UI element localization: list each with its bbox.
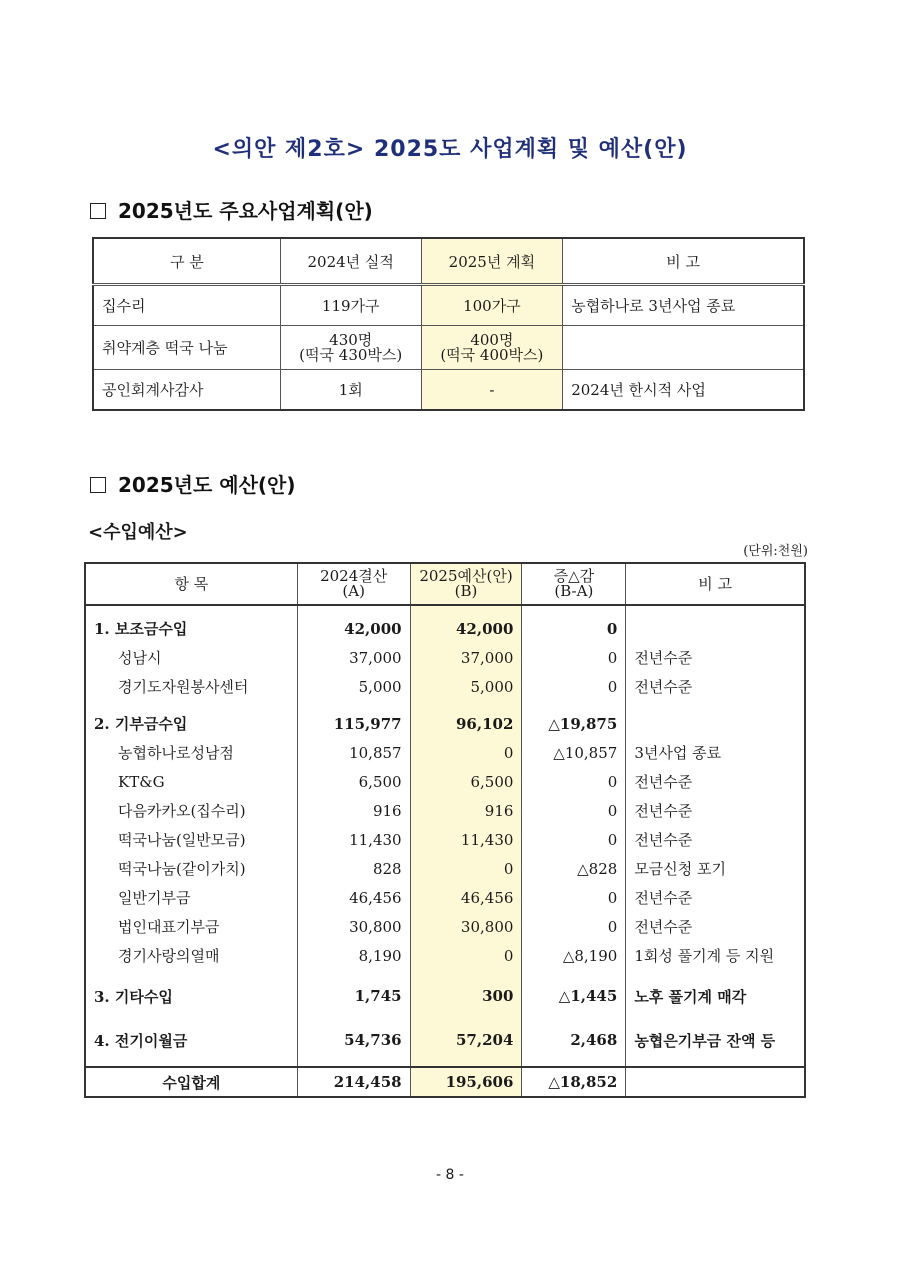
budget-diff-value: 0 [522, 883, 626, 912]
plan-section-heading [90, 195, 373, 224]
spacer-cell [85, 1014, 297, 1022]
budget-note [626, 709, 805, 738]
plan-header-2024: 2024년 실적 [280, 238, 421, 285]
budget-item-row [85, 767, 805, 796]
plan-2024: 1회 [280, 370, 421, 411]
spacer-cell [522, 1058, 626, 1067]
budget-2025-value: 0 [410, 854, 522, 883]
budget-item-row [85, 825, 805, 854]
spacer-cell [297, 605, 410, 614]
budget-2024-value: 37,000 [297, 643, 410, 672]
spacer-cell [626, 1014, 805, 1022]
budget-header-b-label: 2025예산(안) [419, 567, 513, 585]
budget-diff-value: 0 [522, 912, 626, 941]
budget-note: 3년사업 종료 [626, 738, 805, 767]
budget-note: 전년수준 [626, 672, 805, 701]
spacer-cell [626, 701, 805, 709]
spacer-cell [410, 970, 522, 978]
spacer-row [85, 970, 805, 978]
budget-diff-value: △828 [522, 854, 626, 883]
budget-header-note: 비 고 [626, 563, 805, 605]
budget-2024-value: 828 [297, 854, 410, 883]
budget-item-name: 법인대표기부금 [85, 912, 297, 941]
budget-2025-value: 0 [410, 941, 522, 970]
budget-header-b-code: (B) [454, 582, 478, 600]
budget-header-a-code: (A) [342, 582, 365, 600]
budget-2024-value: 916 [297, 796, 410, 825]
budget-header-item: 항 목 [85, 563, 297, 605]
plan-2024-cell [280, 326, 421, 370]
budget-item-name: 4. 전기이월금 [85, 1022, 297, 1058]
budget-category-row [85, 978, 805, 1014]
budget-header-b [410, 563, 522, 605]
spacer-cell [522, 701, 626, 709]
plan-item: 공인회계사감사 [93, 370, 280, 411]
budget-2025-value: 37,000 [410, 643, 522, 672]
plan-note: 농협하나로 3년사업 종료 [563, 285, 804, 326]
budget-item-name: 떡국나눔(같이가치) [85, 854, 297, 883]
plan-2025: 400명 [470, 330, 514, 349]
spacer-cell [410, 1014, 522, 1022]
budget-diff-value: △10,857 [522, 738, 626, 767]
budget-table [84, 562, 806, 1098]
budget-total-label: 수입합계 [85, 1067, 297, 1097]
budget-diff-value: △1,445 [522, 978, 626, 1014]
plan-row [93, 285, 804, 326]
budget-2025-value: 30,800 [410, 912, 522, 941]
plan-header-2025: 2025년 계획 [421, 238, 563, 285]
plan-2025-sub: (떡국 400박스) [440, 345, 544, 364]
spacer-cell [522, 1014, 626, 1022]
budget-2024-value: 42,000 [297, 614, 410, 643]
budget-2024-value: 46,456 [297, 883, 410, 912]
plan-2025-cell [421, 326, 563, 370]
budget-total-note [626, 1067, 805, 1097]
income-heading: <수입예산> [88, 522, 188, 543]
budget-category-row [85, 614, 805, 643]
plan-2025: - [421, 370, 563, 411]
budget-item-name: 경기사랑의열매 [85, 941, 297, 970]
plan-2024: 430명 [329, 330, 373, 349]
budget-total-diff: △18,852 [522, 1067, 626, 1097]
spacer-row [85, 1014, 805, 1022]
budget-2024-value: 5,000 [297, 672, 410, 701]
budget-total-2024: 214,458 [297, 1067, 410, 1097]
budget-item-name: 3. 기타수입 [85, 978, 297, 1014]
plan-section-label: 2025년도 주요사업계획(안) [118, 199, 373, 223]
plan-row [93, 370, 804, 411]
budget-table-header [85, 563, 805, 605]
spacer-cell [410, 1058, 522, 1067]
plan-table [92, 237, 805, 411]
budget-note: 전년수준 [626, 796, 805, 825]
spacer-row [85, 1058, 805, 1067]
budget-item-row [85, 912, 805, 941]
spacer-cell [85, 1058, 297, 1067]
spacer-cell [297, 1014, 410, 1022]
budget-2024-value: 6,500 [297, 767, 410, 796]
budget-item-row [85, 883, 805, 912]
budget-category-row [85, 1022, 805, 1058]
budget-2024-value: 11,430 [297, 825, 410, 854]
budget-2024-value: 54,736 [297, 1022, 410, 1058]
budget-item-row [85, 854, 805, 883]
budget-item-name: KT&G [85, 767, 297, 796]
budget-2025-value: 916 [410, 796, 522, 825]
budget-header-a [297, 563, 410, 605]
checkbox-square-icon [90, 477, 106, 493]
budget-header-diff-code: (B-A) [554, 582, 594, 600]
budget-diff-value: 0 [522, 643, 626, 672]
plan-row [93, 326, 804, 370]
budget-item-row [85, 941, 805, 970]
spacer-cell [297, 701, 410, 709]
budget-section-label: 2025년도 예산(안) [118, 473, 296, 497]
budget-diff-value: 0 [522, 767, 626, 796]
spacer-row [85, 605, 805, 614]
budget-diff-value: 2,468 [522, 1022, 626, 1058]
budget-2025-value: 0 [410, 738, 522, 767]
plan-note [563, 326, 804, 370]
plan-header-item: 구 분 [93, 238, 280, 285]
budget-note [626, 614, 805, 643]
spacer-cell [297, 1058, 410, 1067]
budget-note: 모금신청 포기 [626, 854, 805, 883]
budget-note: 노후 풀기계 매각 [626, 978, 805, 1014]
budget-item-row [85, 643, 805, 672]
plan-table-header [93, 238, 804, 285]
budget-2025-value: 96,102 [410, 709, 522, 738]
spacer-cell [626, 605, 805, 614]
plan-2024: 119가구 [280, 285, 421, 326]
budget-2025-value: 6,500 [410, 767, 522, 796]
plan-note: 2024년 한시적 사업 [563, 370, 804, 411]
budget-diff-value: 0 [522, 614, 626, 643]
page-number: - 8 - [436, 1167, 464, 1183]
budget-item-name: 농협하나로성남점 [85, 738, 297, 767]
budget-2025-value: 300 [410, 978, 522, 1014]
budget-diff-value: 0 [522, 825, 626, 854]
budget-note: 1회성 풀기계 등 지원 [626, 941, 805, 970]
checkbox-square-icon [90, 203, 106, 219]
spacer-cell [85, 701, 297, 709]
spacer-cell [85, 970, 297, 978]
budget-item-name: 1. 보조금수입 [85, 614, 297, 643]
spacer-cell [85, 605, 297, 614]
document-title: <의안 제2호> 2025도 사업계획 및 예산(안) [212, 137, 688, 162]
spacer-cell [410, 605, 522, 614]
spacer-cell [626, 970, 805, 978]
plan-item: 집수리 [93, 285, 280, 326]
budget-2025-value: 42,000 [410, 614, 522, 643]
budget-2024-value: 10,857 [297, 738, 410, 767]
budget-category-row [85, 709, 805, 738]
budget-2024-value: 115,977 [297, 709, 410, 738]
budget-2025-value: 57,204 [410, 1022, 522, 1058]
plan-2024-sub: (떡국 430박스) [299, 345, 403, 364]
spacer-cell [297, 970, 410, 978]
budget-total-2025: 195,606 [410, 1067, 522, 1097]
budget-2025-value: 46,456 [410, 883, 522, 912]
budget-2025-value: 5,000 [410, 672, 522, 701]
plan-header-note: 비 고 [563, 238, 804, 285]
budget-note: 전년수준 [626, 912, 805, 941]
budget-total-row [85, 1067, 805, 1097]
budget-item-name: 다음카카오(집수리) [85, 796, 297, 825]
spacer-cell [522, 970, 626, 978]
spacer-cell [522, 605, 626, 614]
unit-label: (단위:천원) [743, 544, 808, 559]
budget-header-a-label: 2024결산 [320, 567, 388, 585]
budget-item-row [85, 738, 805, 767]
budget-item-name: 경기도자원봉사센터 [85, 672, 297, 701]
budget-note: 전년수준 [626, 643, 805, 672]
budget-2024-value: 1,745 [297, 978, 410, 1014]
budget-note: 전년수준 [626, 883, 805, 912]
budget-item-row [85, 672, 805, 701]
budget-note: 전년수준 [626, 825, 805, 854]
spacer-cell [626, 1058, 805, 1067]
budget-section-heading [90, 469, 296, 498]
budget-note: 전년수준 [626, 767, 805, 796]
plan-2025: 100가구 [421, 285, 563, 326]
budget-item-name: 떡국나눔(일반모금) [85, 825, 297, 854]
spacer-row [85, 701, 805, 709]
spacer-cell [410, 701, 522, 709]
budget-2024-value: 30,800 [297, 912, 410, 941]
budget-note: 농협은기부금 잔액 등 [626, 1022, 805, 1058]
budget-2024-value: 8,190 [297, 941, 410, 970]
budget-2025-value: 11,430 [410, 825, 522, 854]
budget-item-row [85, 796, 805, 825]
budget-diff-value: △8,190 [522, 941, 626, 970]
budget-diff-value: 0 [522, 796, 626, 825]
plan-item: 취약계층 떡국 나눔 [93, 326, 280, 370]
budget-item-name: 일반기부금 [85, 883, 297, 912]
budget-item-name: 2. 기부금수입 [85, 709, 297, 738]
budget-diff-value: 0 [522, 672, 626, 701]
budget-header-diff [522, 563, 626, 605]
budget-diff-value: △19,875 [522, 709, 626, 738]
budget-item-name: 성남시 [85, 643, 297, 672]
budget-header-diff-label: 증△감 [553, 567, 595, 585]
